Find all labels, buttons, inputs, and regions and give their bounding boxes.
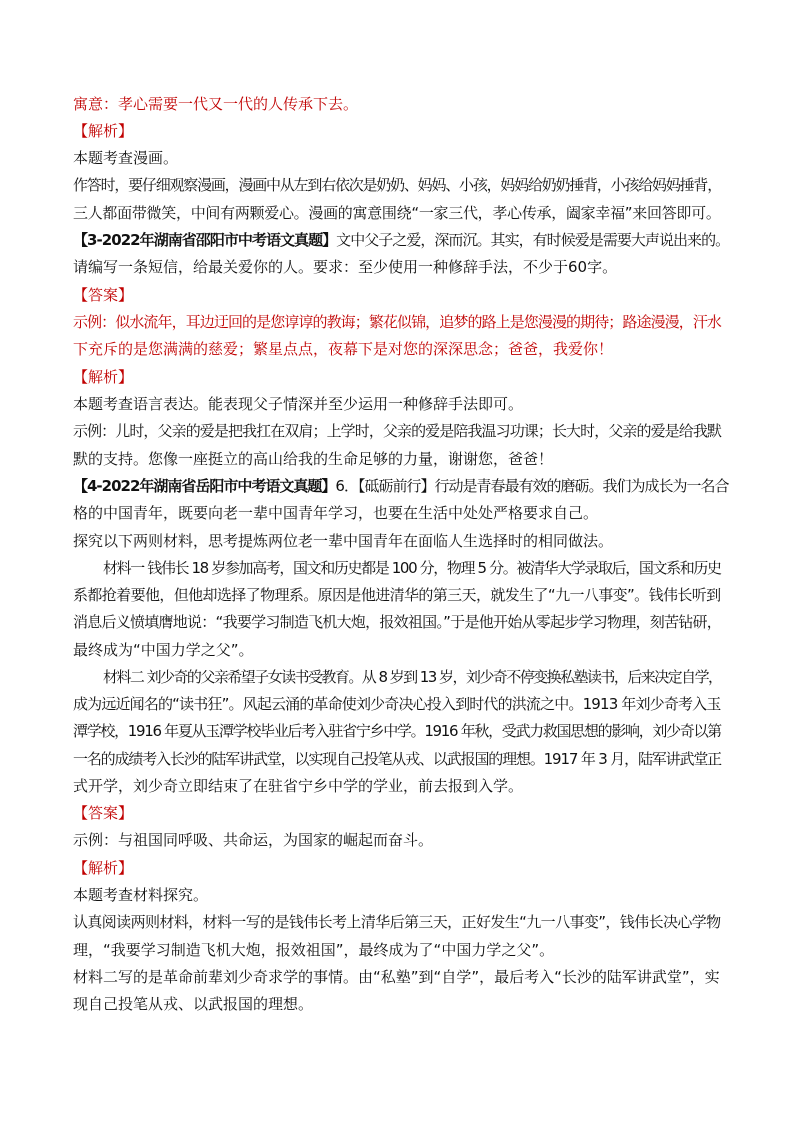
material-one: 系都抢着要他，但他却选择了物理系。原因是他进清华的第三天，就发生了“九一八事变”。钱伟长听到 [73,586,721,604]
analysis-heading: 【解析】 [73,368,134,386]
analysis-text: 本题考查材料探究。 [73,886,209,904]
analysis-text: 示例：儿时，父亲的爱是把我扛在双肩；上学时，父亲的爱是陪我温习功课；长大时，父亲的爱是给我默 [73,422,722,440]
question-number: 6． [335,477,358,495]
question-source: 【4-2022年湖南省岳阳市中考语文真题】 [73,477,336,495]
analysis-heading: 【解析】 [73,859,134,877]
question-theme: 【砥砺前行】 [357,477,435,495]
analysis-text: 材料二写的是革命前辈刘少奇求学的事情。由“私塾”到“自学”，最后考入“长沙的陆军讲武堂”，实 [73,968,720,986]
question-text: 格的中国青年，既要向老一辈中国青年学习，也要在生活中处处严格要求自己。 [73,504,599,522]
material-one: 消息后义愤填膺地说：“我要学习制造飞机大炮，报效祖国。”于是他开始从零起步学习物理，刻苦钻研， [73,613,722,631]
material-two: 一名的成绩考入长沙的陆军讲武堂，以实现自己投笔从戎、以武报国的理想。1917 年 3 月，陆军讲武堂正 [73,750,722,768]
material-two: 成为远近闻名的“读书狂”。风起云涌的革命使刘少奇决心投入到时代的洪流之中。1913 年刘少奇考入玉 [73,695,721,713]
question-text: 文中父子之爱，深而沉。其实，有时候爱是需要大声说出来的。 [336,231,730,249]
material-two: 式开学，刘少奇立即结束了在驻省宁乡中学的学业，前去报到入学。 [73,777,524,795]
analysis-text: 理，“我要学习制造飞机大炮，报效祖国”，最终成为了“中国力学之父”。 [73,941,555,959]
question-text: 请编写一条短信，给最关爱你的人。要求：至少使用一种修辞手法，不少于60字。 [73,258,618,276]
question-source: 【3-2022年湖南省邵阳市中考语文真题】 [73,231,337,249]
analysis-text: 三人都面带微笑，中间有两颗爱心。漫画的寓意围绕“一家三代，孝心传承，阖家幸福”来回答即可。 [73,204,721,222]
question-3-line [73,230,729,252]
question-text: 探究以下两则材料，思考提炼两位老一辈中国青年在面临人生选择时的相同做法。 [73,532,614,550]
analysis-text: 认真阅读两则材料，材料一写的是钱伟长考上清华后第三天，正好发生“九一八事变”，钱伟长决心学物 [73,913,721,931]
material-two: 潭学校，1916 年夏从玉潭学校毕业后考入驻省宁乡中学。1916 年秋，受武力救国思想的影响，刘少奇以第 [73,722,721,740]
question-4-line [73,476,729,498]
material-one: 最终成为“中国力学之父”。 [73,641,254,659]
analysis-text: 现自己投笔从戎、以武报国的理想。 [73,995,314,1013]
answer-text: 下充斥的是您满满的慈爱；繁星点点，夜幕下是对您的深深思念；爸爸，我爱你！ [73,340,614,358]
question-text: 行动是青春最有效的磨砺。我们为成长为一名合 [434,477,729,495]
analysis-text: 本题考查漫画。 [73,149,179,167]
moral-line: 寓意：孝心需要一代又一代的人传承下去。 [73,95,359,113]
material-two: 材料二 刘少奇的父亲希望子女读书受教育。从 8 岁到 13 岁，刘少奇不停变换私塾读书，后来决定自学， [103,668,722,686]
answer-text: 示例：与祖国同呼吸、共命运，为国家的崛起而奋斗。 [73,831,434,849]
analysis-text: 本题考查语言表达。能表现父子情深并至少运用一种修辞手法即可。 [73,395,524,413]
answer-text: 示例：似水流年，耳边迂回的是您谆谆的教诲；繁花似锦，追梦的路上是您漫漫的期待；路途漫漫，汗水 [73,313,722,331]
answer-heading: 【答案】 [73,804,134,822]
analysis-text: 作答时，要仔细观察漫画，漫画中从左到右依次是奶奶、妈妈、小孩，妈妈给奶奶捶背，小孩给妈妈捶背， [73,176,721,194]
analysis-heading: 【解析】 [73,122,134,140]
analysis-text: 默的支持。您像一座挺立的高山给我的生命足够的力量，谢谢您，爸爸！ [73,450,554,468]
answer-heading: 【答案】 [73,286,134,304]
material-one: 材料一 钱伟长 18 岁参加高考，国文和历史都是 100 分，物理 5 分。被清华大学录取后，国文系和历史 [103,559,721,577]
